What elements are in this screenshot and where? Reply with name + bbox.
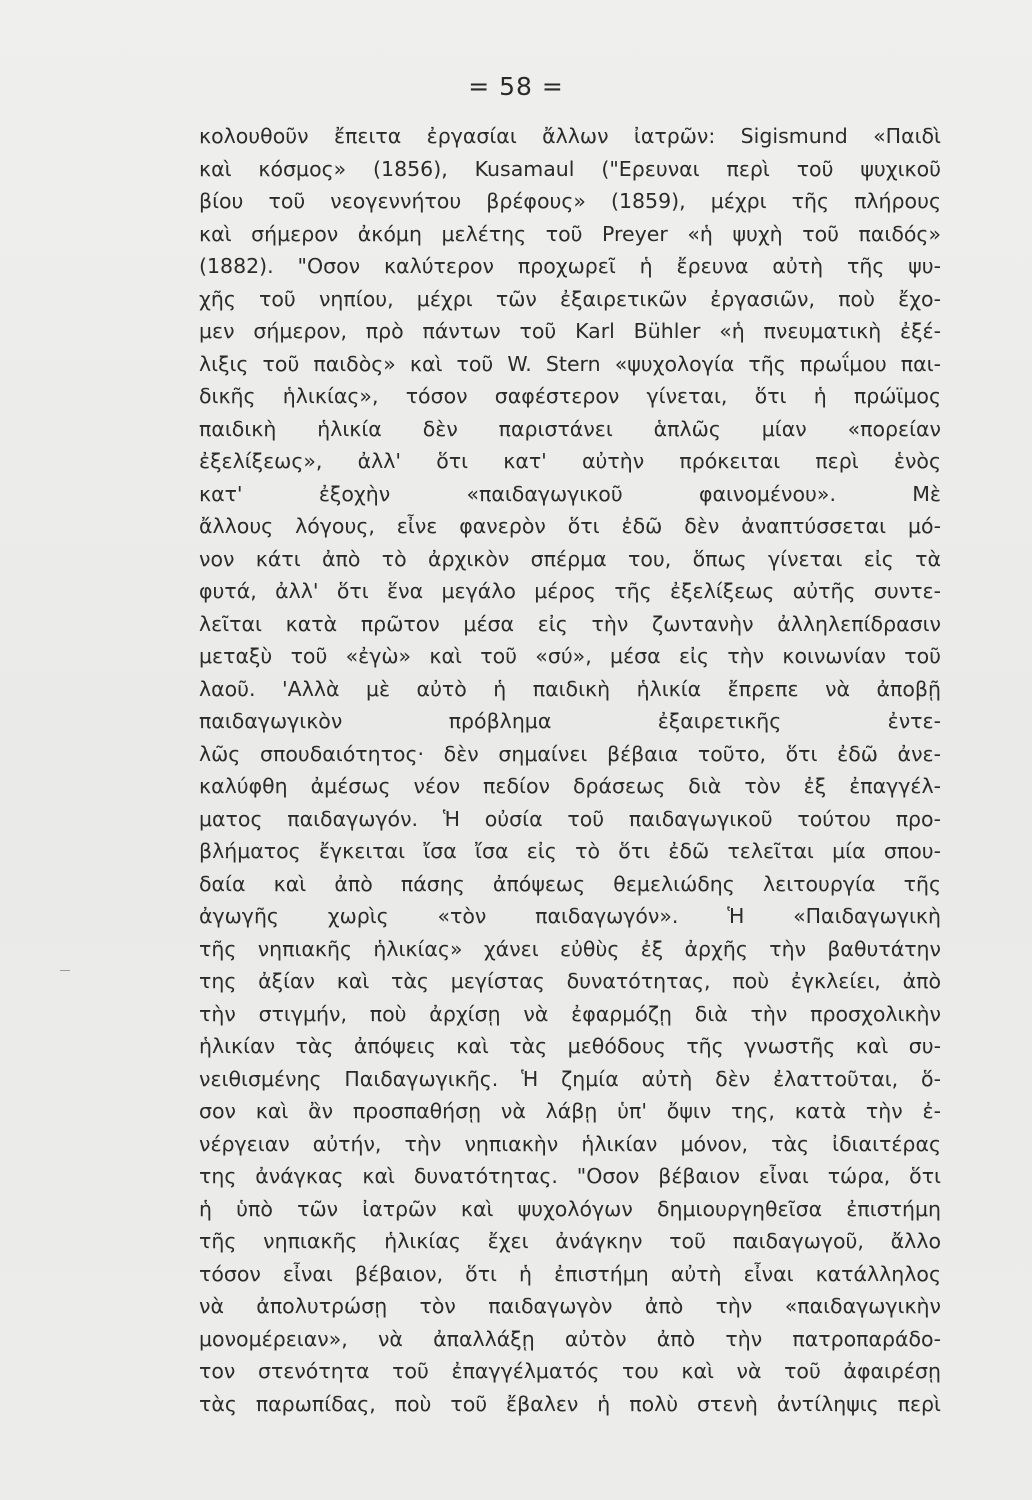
text-line: (1882). "Οσον καλύτερον προχωρεῖ ἡ ἔρευνα αὐτὴ τῆς ψυ-	[199, 254, 941, 278]
text-line: λιξις τοῦ παιδὸς» καὶ τοῦ W. Stern «ψυχολογία τῆς πρωΐμου παι-	[199, 351, 941, 376]
text-line: ἡλικίαν τὰς ἀπόψεις καὶ τὰς μεθόδους τῆς γνωστῆς καὶ συ-	[199, 1034, 941, 1058]
text-line: λεῖται κατὰ πρῶτον μέσα εἰς τὴν ζωντανὴν ἀλληλεπίδρασιν	[199, 611, 941, 636]
text-line: σον καὶ ἂν προσπαθήσῃ νὰ λάβῃ ὑπ' ὄψιν της, κατὰ τὴν ἐ-	[199, 1099, 941, 1123]
text-line: παιδικὴ ἡλικία δὲν παριστάνει ἁπλῶς μίαν «πορείαν	[199, 416, 941, 441]
text-line: ἀγωγῆς χωρὶς «τὸν παιδαγωγόν». Ἡ «Παιδαγωγικὴ	[199, 904, 941, 928]
text-line: καὶ κόσμος» (1856), Kusamaul ("Ερευναι περὶ τοῦ ψυχικοῦ	[199, 156, 941, 181]
text-line: νον κάτι ἀπὸ τὸ ἀρχικὸν σπέρμα του, ὅπως γίνεται εἰς τὰ	[199, 546, 941, 571]
body-text	[199, 120, 941, 1420]
text-line: βλήματος ἔγκειται ἴσα ἴσα εἰς τὸ ὅτι ἐδῶ τελεῖται μία σπου-	[199, 839, 941, 863]
page-number: = 58 =	[468, 72, 564, 101]
text-line: τὴν στιγμήν, ποὺ ἀρχίσῃ νὰ ἐφαρμόζῃ διὰ τὴν προσχολικὴν	[199, 1001, 941, 1026]
text-line: τῆς νηπιακῆς ἡλικίας» χάνει εὐθὺς ἐξ ἀρχῆς τὴν βαθυτάτην	[199, 936, 941, 961]
text-line: κολουθοῦν ἔπειτα ἐργασίαι ἄλλων ἰατρῶν: Sigismund «Παιδὶ	[199, 124, 941, 148]
text-line: τον στενότητα τοῦ ἐπαγγέλματός του καὶ νὰ τοῦ ἀφαιρέσῃ	[199, 1359, 941, 1383]
text-line: φυτά, ἀλλ' ὅτι ἕνα μεγάλο μέρος τῆς ἐξελίξεως αὐτῆς συντε-	[199, 579, 941, 603]
text-line: μεταξὺ τοῦ «ἐγὼ» καὶ τοῦ «σύ», μέσα εἰς τὴν κοινωνίαν τοῦ	[199, 644, 941, 668]
text-line: ἡ ὑπὸ τῶν ἰατρῶν καὶ ψυχολόγων δημιουργηθεῖσα ἐπιστήμη	[199, 1196, 941, 1221]
text-line: της ἀνάγκας καὶ δυνατότητας. "Οσον βέβαιον εἶναι τώρα, ὅτι	[199, 1164, 941, 1188]
text-line: νὰ ἀπολυτρώσῃ τὸν παιδαγωγὸν ἀπὸ τὴν «παιδαγωγικὴν	[199, 1294, 941, 1318]
text-line: καὶ σήμερον ἀκόμη μελέτης τοῦ Preyer «ἡ ψυχὴ τοῦ παιδός»	[199, 221, 941, 246]
text-line: νέργειαν αὐτήν, τὴν νηπιακὴν ἡλικίαν μόνον, τὰς ἰδιαιτέρας	[199, 1131, 941, 1156]
text-line: δικῆς ἡλικίας», τόσον σαφέστερον γίνεται, ὅτι ἡ πρώϊμος	[199, 384, 941, 408]
text-line: ματος παιδαγωγόν. Ἡ οὐσία τοῦ παιδαγωγικοῦ τούτου προ-	[199, 806, 941, 831]
text-line: ἐξελίξεως», ἀλλ' ὅτι κατ' αὐτὴν πρόκειται περὶ ἑνὸς	[199, 449, 941, 473]
text-line: τῆς νηπιακῆς ἡλικίας ἔχει ἀνάγκην τοῦ παιδαγωγοῦ, ἄλλο	[199, 1229, 941, 1253]
text-line: ἄλλους λόγους, εἶνε φανερὸν ὅτι ἐδῶ δὲν ἀναπτύσσεται μό-	[199, 514, 941, 538]
text-line: χῆς τοῦ νηπίου, μέχρι τῶν ἐξαιρετικῶν ἐργασιῶν, ποὺ ἔχο-	[199, 286, 941, 311]
text-line: μονομέρειαν», νὰ ἀπαλλάξῃ αὐτὸν ἀπὸ τὴν πατροπαράδο-	[199, 1326, 941, 1351]
text-line: λῶς σπουδαιότητος· δὲν σημαίνει βέβαια τοῦτο, ὅτι ἐδῶ ἀνε-	[199, 741, 941, 766]
text-line: βίου τοῦ νεογεννήτου βρέφους» (1859), μέχρι τῆς πλήρους	[199, 189, 941, 213]
text-line: παιδαγωγικὸν πρόβλημα ἐξαιρετικῆς ἐντε-	[199, 709, 941, 733]
text-line: λαοῦ. 'Αλλὰ μὲ αὐτὸ ἡ παιδικὴ ἡλικία ἔπρεπε νὰ ἀποβῇ	[199, 676, 941, 701]
text-line: κατ' ἐξοχὴν «παιδαγωγικοῦ φαινομένου». Μὲ	[199, 481, 941, 506]
text-line: τόσον εἶναι βέβαιον, ὅτι ἡ ἐπιστήμη αὐτὴ εἶναι κατάλληλος	[199, 1261, 941, 1286]
text-line: νειθισμένης Παιδαγωγικῆς. Ἡ ζημία αὐτὴ δὲν ἐλαττοῦται, ὅ-	[199, 1066, 941, 1091]
text-line: μεν σήμερον, πρὸ πάντων τοῦ Karl Bühler «ἡ πνευματικὴ ἐξέ-	[199, 319, 941, 343]
text-line: δαία καὶ ἀπὸ πάσης ἀπόψεως θεμελιώδης λειτουργία τῆς	[199, 871, 941, 896]
text-line: τὰς παρωπίδας, ποὺ τοῦ ἔβαλεν ἡ πολὺ στενὴ ἀντίληψις περὶ	[199, 1391, 941, 1416]
text-line: της ἀξίαν καὶ τὰς μεγίστας δυνατότητας, ποὺ ἐγκλείει, ἀπὸ	[199, 969, 941, 993]
margin-mark	[60, 970, 70, 971]
text-line: καλύφθη ἀμέσως νέον πεδίον δράσεως διὰ τὸν ἐξ ἐπαγγέλ-	[199, 774, 941, 798]
